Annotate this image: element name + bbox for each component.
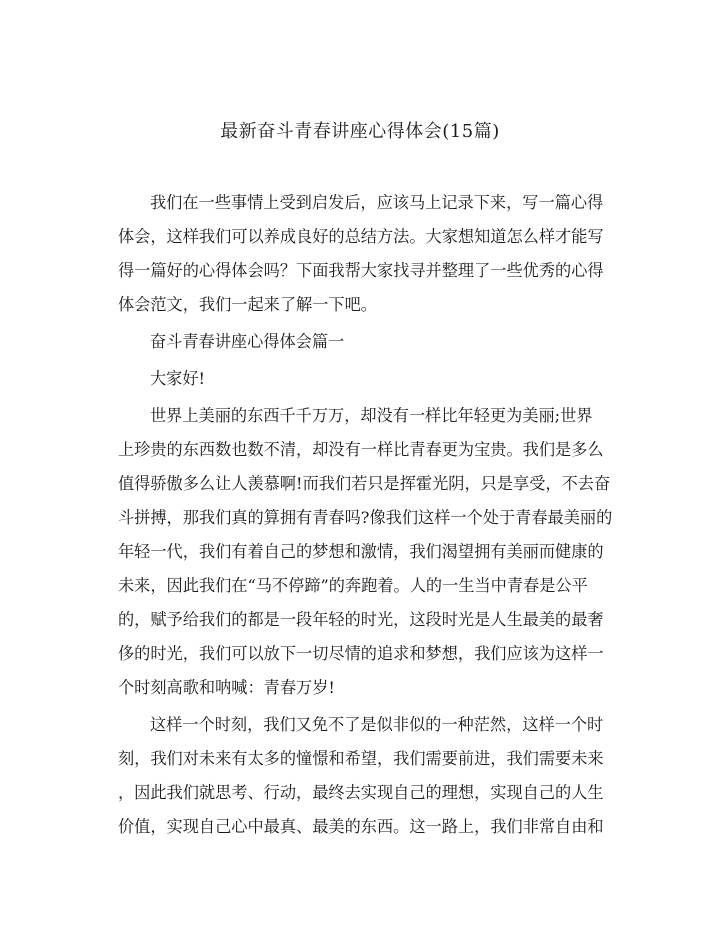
paragraph-line: 年轻一代，我们有着自己的梦想和激情，我们渴望拥有美丽而健康的 (118, 542, 604, 561)
paragraph-line: 体会，这样我们可以养成良好的总结方法。大家想知道怎么样才能写 (118, 227, 604, 246)
paragraph-line: 我们在一些事情上受到启发后，应该马上记录下来，写一篇心得 (150, 193, 604, 212)
paragraph-line: 个时刻高歌和呐喊：青春万岁! (118, 678, 335, 697)
document-title: 最新奋斗青春讲座心得体会(15篇) (220, 121, 500, 142)
paragraph-line: 值得骄傲多么让人羡慕啊!而我们若只是挥霍光阴，只是享受，不去奋 (118, 474, 611, 493)
paragraph-line: 斗拼搏，那我们真的算拥有青春吗?像我们这样一个处于青春最美丽的 (118, 508, 613, 527)
paragraph-line: ，因此我们就思考、行动，最终去实现自己的理想，实现自己的人生 (118, 783, 604, 802)
paragraph-line: 大家好! (150, 369, 206, 388)
paragraph-line: 价值，实现自己心中最真、最美的东西。这一路上，我们非常自由和 (118, 817, 604, 836)
paragraph-line: 上珍贵的东西数也数不清，却没有一样比青春更为宝贵。我们是多么 (118, 440, 604, 459)
paragraph-line: 得一篇好的心得体会吗？下面我帮大家找寻并整理了一些优秀的心得 (118, 261, 604, 280)
paragraph (118, 708, 618, 844)
section-heading (118, 325, 618, 359)
paragraph-line: 的，赋予给我们的都是一段年轻的时光，这段时光是人生最美的最奢 (118, 610, 604, 629)
paragraph-line: 世界上美丽的东西千千万万，却没有一样比年轻更为美丽;世界 (150, 406, 593, 425)
paragraph-line: 体会范文，我们一起来了解一下吧。 (118, 295, 377, 314)
paragraph-line: 侈的时光，我们可以放下一切尽情的追求和梦想，我们应该为这样一 (118, 644, 604, 663)
section-heading-text: 奋斗青春讲座心得体会篇一 (150, 332, 345, 351)
paragraph (118, 362, 618, 396)
paragraph (118, 399, 618, 705)
paragraph-line: 刻，我们对未来有太多的憧憬和希望，我们需要前进，我们需要未来 (118, 749, 604, 768)
paragraph-line: 这样一个时刻，我们又免不了是似非似的一种茫然，这样一个时 (150, 715, 604, 734)
paragraph-line: 未来，因此我们在“马不停蹄”的奔跑着。人的一生当中青春是公平 (118, 576, 588, 595)
paragraph (118, 186, 618, 322)
document-body (118, 186, 618, 844)
